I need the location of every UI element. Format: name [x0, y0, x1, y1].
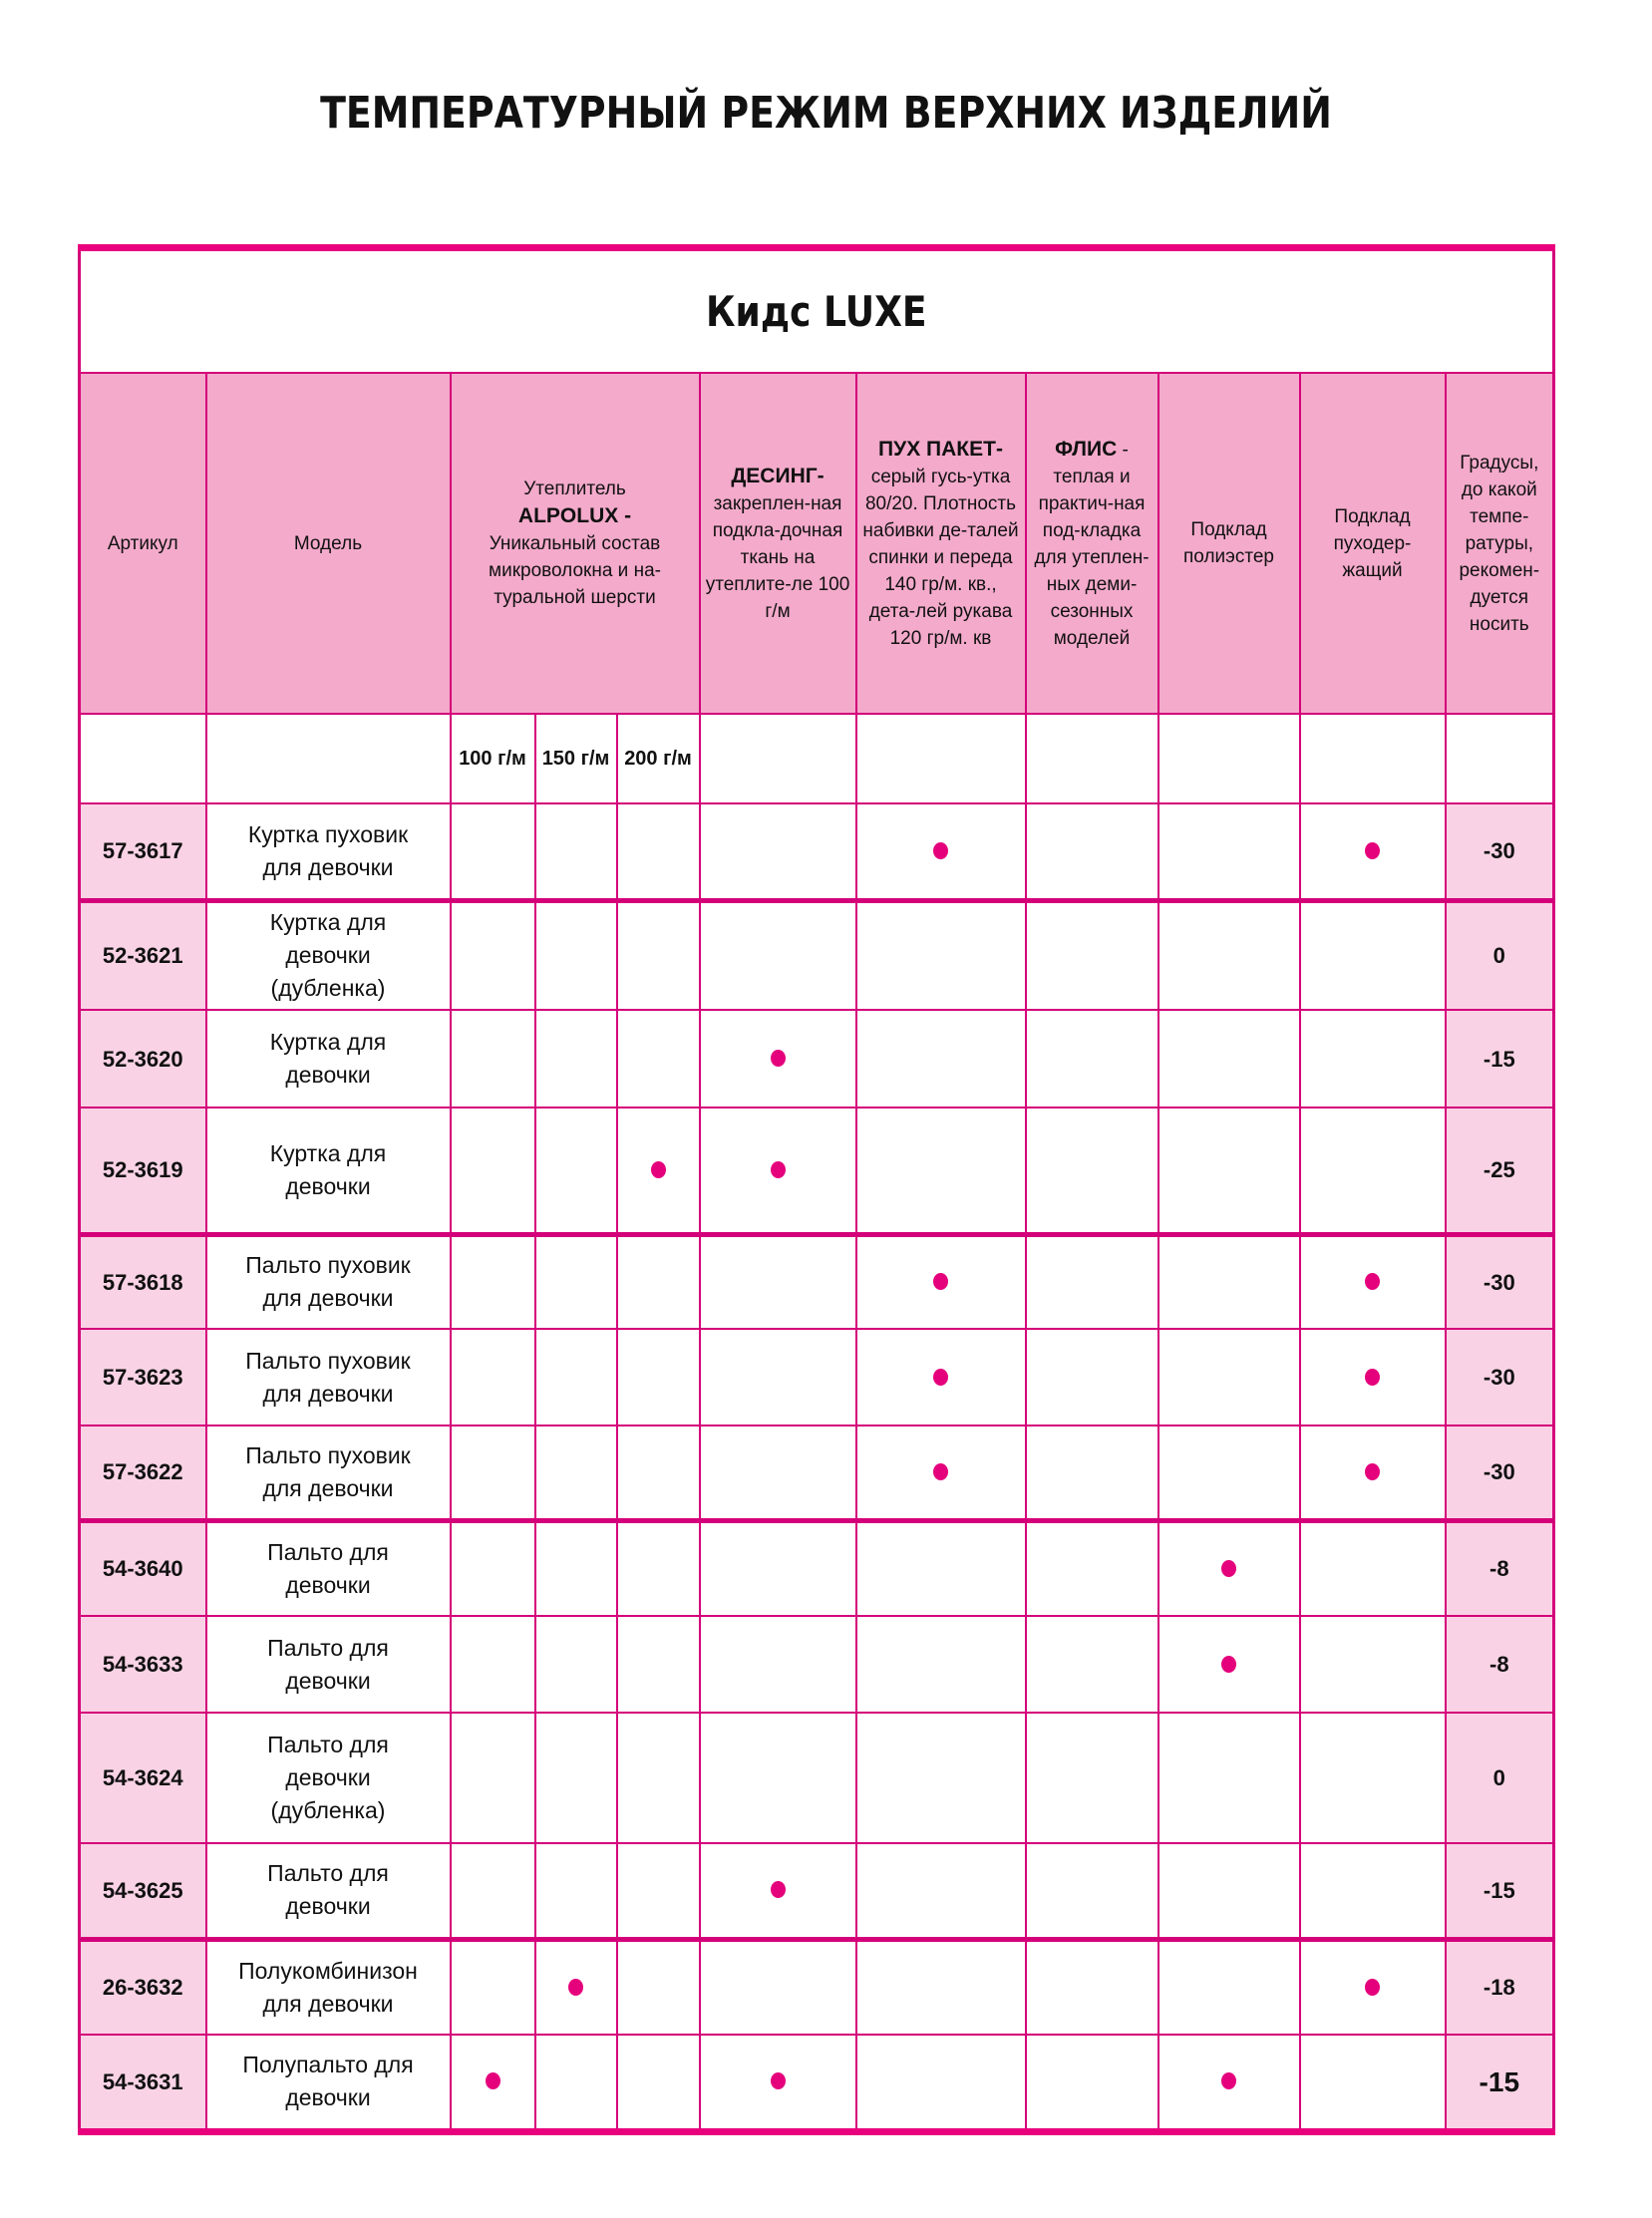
degrees-cell: -18 — [1446, 1939, 1554, 2035]
mark-cell-lining_down — [1300, 1329, 1446, 1426]
mark-cell-desing — [700, 2035, 856, 2131]
model-name: Пальто для девочки — [267, 1860, 389, 1920]
model-cell — [206, 1616, 451, 1713]
mark-cell-fleece — [1026, 1520, 1158, 1616]
model-cell — [206, 1426, 451, 1520]
mark-cell-desing — [700, 1713, 856, 1843]
mark-cell-down — [856, 1713, 1026, 1843]
model-name: Куртка для девочки — [269, 1139, 387, 1199]
model-name: Полукомбинизон для девочки — [238, 1957, 418, 2017]
mark-cell-down — [856, 803, 1026, 900]
mark-cell-desing — [700, 900, 856, 1010]
mark-cell-g100 — [451, 1108, 535, 1234]
model-cell — [206, 1108, 451, 1234]
mark-cell-down — [856, 1108, 1026, 1234]
dot-marker-icon — [933, 1273, 948, 1290]
table-body — [80, 803, 1554, 2131]
degrees-cell: -15 — [1446, 1843, 1554, 1939]
mark-cell-lining_down — [1300, 1843, 1446, 1939]
mark-cell-g200 — [617, 1010, 700, 1108]
dot-marker-icon — [1365, 1979, 1380, 1996]
mark-cell-g200 — [617, 1616, 700, 1713]
mark-cell-lining_polyester — [1158, 2035, 1300, 2131]
table-row — [80, 1234, 1554, 1329]
header-article: Артикул — [80, 373, 206, 714]
mark-cell-g200 — [617, 1426, 700, 1520]
dot-marker-icon — [486, 2072, 500, 2089]
mark-cell-g200 — [617, 2035, 700, 2131]
article-cell: 54-3631 — [80, 2035, 206, 2131]
mark-cell-down — [856, 1939, 1026, 2035]
table-row — [80, 1010, 1554, 1108]
mark-cell-g100 — [451, 1616, 535, 1713]
mark-cell-g150 — [535, 803, 617, 900]
table-row — [80, 1108, 1554, 1234]
mark-cell-desing — [700, 1010, 856, 1108]
table-row — [80, 1616, 1554, 1713]
dot-marker-icon — [1365, 1369, 1380, 1386]
degrees-cell: -15 — [1446, 1010, 1554, 1108]
table-title-cell — [80, 248, 1554, 374]
temperature-table — [78, 244, 1555, 2135]
degrees-cell: -25 — [1446, 1108, 1554, 1234]
model-name: Пальто пуховик для девочки — [245, 1252, 411, 1312]
degrees-cell: 0 — [1446, 1713, 1554, 1843]
mark-cell-lining_polyester — [1158, 803, 1300, 900]
degrees-cell: -8 — [1446, 1616, 1554, 1713]
mark-cell-g150 — [535, 1713, 617, 1843]
header-degrees: Градусы, до какой темпе-ратуры, рекомен-дуется носить — [1446, 373, 1554, 714]
mark-cell-fleece — [1026, 2035, 1158, 2131]
dot-marker-icon — [1221, 1656, 1236, 1673]
mark-cell-lining_polyester — [1158, 1939, 1300, 2035]
article-cell: 52-3619 — [80, 1108, 206, 1234]
mark-cell-g150 — [535, 1108, 617, 1234]
dot-marker-icon — [1365, 1463, 1380, 1480]
dot-marker-icon — [1221, 2072, 1236, 2089]
mark-cell-g100 — [451, 803, 535, 900]
mark-cell-lining_polyester — [1158, 1426, 1300, 1520]
header-row — [80, 373, 1554, 714]
mark-cell-desing — [700, 1939, 856, 2035]
header-insulation: Утеплитель ALPOLUX - Уникальный состав микроволокна и на-туральной шерсти — [451, 373, 700, 714]
mark-cell-fleece — [1026, 1616, 1158, 1713]
mark-cell-g200 — [617, 1108, 700, 1234]
model-cell — [206, 2035, 451, 2131]
mark-cell-g200 — [617, 803, 700, 900]
mark-cell-fleece — [1026, 1108, 1158, 1234]
model-name: Пальто пуховик для девочки — [245, 1441, 411, 1501]
mark-cell-g100 — [451, 1939, 535, 2035]
mark-cell-g150 — [535, 900, 617, 1010]
mark-cell-g200 — [617, 1234, 700, 1329]
mark-cell-g150 — [535, 1616, 617, 1713]
mark-cell-g200 — [617, 1843, 700, 1939]
degrees-cell: 0 — [1446, 900, 1554, 1010]
mark-cell-lining_polyester — [1158, 1713, 1300, 1843]
table-row — [80, 1713, 1554, 1843]
mark-cell-desing — [700, 1329, 856, 1426]
mark-cell-fleece — [1026, 1426, 1158, 1520]
article-cell: 54-3625 — [80, 1843, 206, 1939]
mark-cell-down — [856, 900, 1026, 1010]
mark-cell-fleece — [1026, 1010, 1158, 1108]
mark-cell-lining_down — [1300, 803, 1446, 900]
mark-cell-desing — [700, 803, 856, 900]
mark-cell-g150 — [535, 1329, 617, 1426]
dot-marker-icon — [771, 1161, 786, 1178]
mark-cell-g100 — [451, 1843, 535, 1939]
header-fleece: ФЛИС - теплая и практич-ная под-кладка для утеплен-ных деми-сезонных моделей — [1026, 373, 1158, 714]
mark-cell-down — [856, 2035, 1026, 2131]
mark-cell-lining_down — [1300, 1108, 1446, 1234]
subheader-200: 200 г/м — [617, 714, 700, 803]
model-cell — [206, 803, 451, 900]
mark-cell-lining_polyester — [1158, 1010, 1300, 1108]
mark-cell-fleece — [1026, 1843, 1158, 1939]
mark-cell-lining_down — [1300, 1939, 1446, 2035]
mark-cell-down — [856, 1616, 1026, 1713]
mark-cell-g200 — [617, 1329, 700, 1426]
mark-cell-g100 — [451, 1426, 535, 1520]
mark-cell-down — [856, 1843, 1026, 1939]
degrees-cell: -30 — [1446, 1426, 1554, 1520]
header-down-pack: ПУХ ПАКЕТ- серый гусь-утка 80/20. Плотность набивки де-талей спинки и переда 140 гр/м. кв., дета-лей рукава 120 гр/м. кв — [856, 373, 1026, 714]
dot-marker-icon — [771, 1881, 786, 1898]
mark-cell-fleece — [1026, 1329, 1158, 1426]
mark-cell-g150 — [535, 1426, 617, 1520]
mark-cell-lining_down — [1300, 1616, 1446, 1713]
article-cell: 57-3622 — [80, 1426, 206, 1520]
dot-marker-icon — [568, 1979, 583, 1996]
dot-marker-icon — [1365, 1273, 1380, 1290]
mark-cell-fleece — [1026, 900, 1158, 1010]
mark-cell-g200 — [617, 1939, 700, 2035]
table-row — [80, 2035, 1554, 2131]
mark-cell-g100 — [451, 1329, 535, 1426]
mark-cell-g200 — [617, 1520, 700, 1616]
mark-cell-g200 — [617, 1713, 700, 1843]
mark-cell-fleece — [1026, 1939, 1158, 2035]
subheader-row — [80, 714, 1554, 803]
mark-cell-lining_polyester — [1158, 1108, 1300, 1234]
mark-cell-g150 — [535, 1939, 617, 2035]
model-name: Куртка для девочки (дубленка) — [269, 909, 387, 1002]
mark-cell-lining_down — [1300, 1426, 1446, 1520]
mark-cell-down — [856, 1520, 1026, 1616]
model-name: Пальто для девочки — [267, 1634, 389, 1694]
dot-marker-icon — [933, 842, 948, 859]
model-name: Пальто для девочки — [267, 1538, 389, 1598]
model-cell — [206, 900, 451, 1010]
mark-cell-g150 — [535, 1520, 617, 1616]
mark-cell-lining_polyester — [1158, 1234, 1300, 1329]
table-row — [80, 1329, 1554, 1426]
header-desing: ДЕСИНГ- закреплен-ная подкла-дочная ткань на утеплите-ле 100 г/м — [700, 373, 856, 714]
degrees-cell: -30 — [1446, 1329, 1554, 1426]
model-name: Пальто пуховик для девочки — [245, 1347, 411, 1407]
article-cell: 57-3618 — [80, 1234, 206, 1329]
mark-cell-desing — [700, 1234, 856, 1329]
mark-cell-g150 — [535, 1234, 617, 1329]
table-row — [80, 900, 1554, 1010]
model-cell — [206, 1939, 451, 2035]
article-cell: 54-3624 — [80, 1713, 206, 1843]
table-row — [80, 1426, 1554, 1520]
mark-cell-g100 — [451, 1520, 535, 1616]
mark-cell-g100 — [451, 1234, 535, 1329]
mark-cell-lining_polyester — [1158, 1843, 1300, 1939]
mark-cell-lining_down — [1300, 1520, 1446, 1616]
table-row — [80, 1939, 1554, 2035]
header-lining-polyester: Подклад полиэстер — [1158, 373, 1300, 714]
degrees-cell: -30 — [1446, 803, 1554, 900]
dot-marker-icon — [771, 1050, 786, 1067]
mark-cell-lining_down — [1300, 1234, 1446, 1329]
article-cell: 54-3633 — [80, 1616, 206, 1713]
mark-cell-desing — [700, 1426, 856, 1520]
model-cell — [206, 1520, 451, 1616]
mark-cell-lining_down — [1300, 900, 1446, 1010]
mark-cell-fleece — [1026, 803, 1158, 900]
degrees-cell: -8 — [1446, 1520, 1554, 1616]
article-cell: 57-3623 — [80, 1329, 206, 1426]
subheader-150: 150 г/м — [535, 714, 617, 803]
model-cell — [206, 1234, 451, 1329]
mark-cell-lining_polyester — [1158, 1616, 1300, 1713]
dot-marker-icon — [771, 2072, 786, 2089]
degrees-cell: -30 — [1446, 1234, 1554, 1329]
header-lining-down: Подклад пуходер-жащий — [1300, 373, 1446, 714]
model-name: Куртка пуховик для девочки — [247, 820, 409, 880]
degrees-cell: -15 — [1446, 2035, 1554, 2131]
table-row — [80, 1843, 1554, 1939]
model-cell — [206, 1010, 451, 1108]
mark-cell-lining_polyester — [1158, 900, 1300, 1010]
table-row — [80, 1520, 1554, 1616]
article-cell: 52-3621 — [80, 900, 206, 1010]
table-title: Кидс LUXE — [706, 287, 927, 336]
mark-cell-g100 — [451, 2035, 535, 2131]
dot-marker-icon — [1365, 842, 1380, 859]
mark-cell-lining_down — [1300, 1010, 1446, 1108]
mark-cell-lining_down — [1300, 1713, 1446, 1843]
dot-marker-icon — [933, 1369, 948, 1386]
mark-cell-g100 — [451, 900, 535, 1010]
mark-cell-down — [856, 1426, 1026, 1520]
article-cell: 57-3617 — [80, 803, 206, 900]
article-cell: 52-3620 — [80, 1010, 206, 1108]
dot-marker-icon — [651, 1161, 666, 1178]
mark-cell-g150 — [535, 2035, 617, 2131]
mark-cell-desing — [700, 1843, 856, 1939]
mark-cell-desing — [700, 1520, 856, 1616]
mark-cell-lining_polyester — [1158, 1520, 1300, 1616]
mark-cell-g100 — [451, 1713, 535, 1843]
mark-cell-lining_down — [1300, 2035, 1446, 2131]
model-cell — [206, 1713, 451, 1843]
model-cell — [206, 1843, 451, 1939]
article-cell: 26-3632 — [80, 1939, 206, 2035]
model-name: Пальто для девочки (дубленка) — [267, 1732, 389, 1823]
model-name: Куртка для девочки — [269, 1029, 387, 1088]
dot-marker-icon — [1221, 1560, 1236, 1577]
dot-marker-icon — [933, 1463, 948, 1480]
mark-cell-g150 — [535, 1010, 617, 1108]
mark-cell-down — [856, 1234, 1026, 1329]
mark-cell-fleece — [1026, 1234, 1158, 1329]
mark-cell-g200 — [617, 900, 700, 1010]
mark-cell-down — [856, 1329, 1026, 1426]
model-cell — [206, 1329, 451, 1426]
model-name: Полупальто для девочки — [242, 2052, 414, 2111]
header-model: Модель — [206, 373, 451, 714]
mark-cell-g100 — [451, 1010, 535, 1108]
mark-cell-down — [856, 1010, 1026, 1108]
mark-cell-g150 — [535, 1843, 617, 1939]
table-row — [80, 803, 1554, 900]
mark-cell-desing — [700, 1108, 856, 1234]
mark-cell-fleece — [1026, 1713, 1158, 1843]
mark-cell-desing — [700, 1616, 856, 1713]
subheader-100: 100 г/м — [451, 714, 535, 803]
page-title: ТЕМПЕРАТУРНЫЙ РЕЖИМ ВЕРХНИХ ИЗДЕЛИЙ — [320, 88, 1332, 139]
article-cell: 54-3640 — [80, 1520, 206, 1616]
mark-cell-lining_polyester — [1158, 1329, 1300, 1426]
